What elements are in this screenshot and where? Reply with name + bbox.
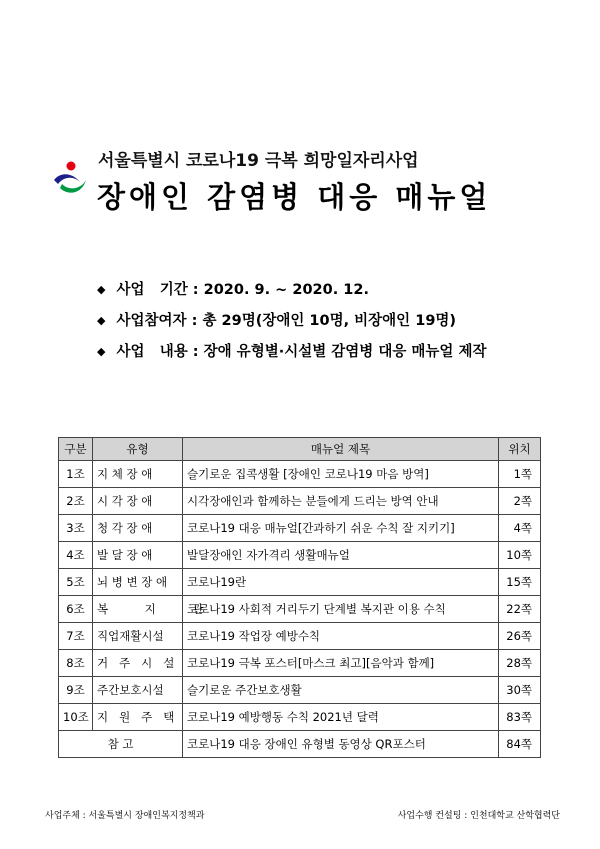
row-group: 6조 <box>59 596 93 623</box>
info-label: 사업 기간 : <box>116 282 199 298</box>
header-page: 위치 <box>499 438 541 461</box>
row-type: 거 주 시 설 <box>93 650 183 677</box>
row-page: 10쪽 <box>499 542 541 569</box>
row-title: 코로나19 극복 포스터[마스크 최고][음악과 함께] <box>183 650 499 677</box>
row-page: 1쪽 <box>499 461 541 488</box>
manual-table <box>58 437 541 758</box>
page-title: 장애인 감염병 대응 매뉴얼 <box>97 180 492 214</box>
reference-label: 참 고 <box>59 731 183 758</box>
table-row <box>59 515 541 542</box>
logo-green-swoosh <box>60 180 86 193</box>
table-row <box>59 650 541 677</box>
row-title: 코로나19란 <box>183 569 499 596</box>
row-title: 슬기로운 집콕생활 [장애인 코로나19 마음 방역] <box>183 461 499 488</box>
row-title: 코로나19 예방행동 수칙 2021년 달력 <box>183 704 499 731</box>
table-row <box>59 623 541 650</box>
row-title: 코로나19 작업장 예방수칙 <box>183 623 499 650</box>
seoul-logo-icon <box>50 158 90 198</box>
row-group: 5조 <box>59 569 93 596</box>
row-group: 2조 <box>59 488 93 515</box>
row-page: 30쪽 <box>499 677 541 704</box>
header-group: 구분 <box>59 438 93 461</box>
row-title: 시각장애인과 함께하는 분들에게 드리는 방역 안내 <box>183 488 499 515</box>
info-value: 장애 유형별·시설별 감염병 대응 매뉴얼 제작 <box>203 344 487 360</box>
info-content <box>97 340 487 371</box>
row-page: 15쪽 <box>499 569 541 596</box>
row-title: 발달장애인 자가격리 생활매뉴얼 <box>183 542 499 569</box>
info-label: 사업 내용 : <box>116 344 199 360</box>
row-type: 복 지 관 <box>93 596 183 623</box>
table-header-row <box>59 438 541 461</box>
logo-blue-swoosh <box>54 174 80 184</box>
row-type: 지 원 주 택 <box>93 704 183 731</box>
table-row <box>59 677 541 704</box>
row-page: 2쪽 <box>499 488 541 515</box>
row-group: 9조 <box>59 677 93 704</box>
table-row <box>59 461 541 488</box>
row-type: 발 달 장 애 <box>93 542 183 569</box>
row-page: 26쪽 <box>499 623 541 650</box>
info-period <box>97 278 487 309</box>
info-label: 사업참여자 : <box>116 313 198 329</box>
info-value: 총 29명(장애인 10명, 비장애인 19명) <box>202 313 457 329</box>
row-title: 코로나19 사회적 거리두기 단계별 복지관 이용 수칙 <box>183 596 499 623</box>
row-type: 뇌 병 변 장 애 <box>93 569 183 596</box>
project-info <box>97 278 487 371</box>
row-page: 22쪽 <box>499 596 541 623</box>
footer-organizer: 사업주체 : 서울특별시 장애인복지정책과 <box>45 811 205 821</box>
row-group: 3조 <box>59 515 93 542</box>
row-group: 8조 <box>59 650 93 677</box>
logo-red-dot <box>67 162 76 171</box>
reference-title: 코로나19 대응 장애인 유형별 동영상 QR포스터 <box>183 731 499 758</box>
table-row <box>59 704 541 731</box>
row-type: 청 각 장 애 <box>93 515 183 542</box>
row-type: 직업재활시설 <box>93 623 183 650</box>
table-row <box>59 569 541 596</box>
footer-consultant: 사업수행 컨설팅 : 인천대학교 산학협력단 <box>397 811 560 821</box>
reference-page: 84쪽 <box>499 731 541 758</box>
diamond-bullet-icon: ◆ <box>97 345 106 358</box>
row-type: 시 각 장 애 <box>93 488 183 515</box>
row-page: 83쪽 <box>499 704 541 731</box>
table-row <box>59 488 541 515</box>
row-page: 4쪽 <box>499 515 541 542</box>
row-title: 슬기로운 주간보호생활 <box>183 677 499 704</box>
table-row-reference <box>59 731 541 758</box>
header-type: 유형 <box>93 438 183 461</box>
header-title: 매뉴얼 제목 <box>183 438 499 461</box>
row-type: 지 체 장 애 <box>93 461 183 488</box>
row-group: 4조 <box>59 542 93 569</box>
row-title: 코로나19 대응 매뉴얼[간과하기 쉬운 수칙 잘 지키기] <box>183 515 499 542</box>
info-value: 2020. 9. ~ 2020. 12. <box>203 282 369 298</box>
row-page: 28쪽 <box>499 650 541 677</box>
table-row <box>59 542 541 569</box>
info-participants <box>97 309 487 340</box>
row-group: 7조 <box>59 623 93 650</box>
row-group: 1조 <box>59 461 93 488</box>
project-subtitle: 서울특별시 코로나19 극복 희망일자리사업 <box>98 151 419 171</box>
row-group: 10조 <box>59 704 93 731</box>
table-row <box>59 596 541 623</box>
row-type: 주간보호시설 <box>93 677 183 704</box>
diamond-bullet-icon: ◆ <box>97 314 106 327</box>
diamond-bullet-icon: ◆ <box>97 283 106 296</box>
